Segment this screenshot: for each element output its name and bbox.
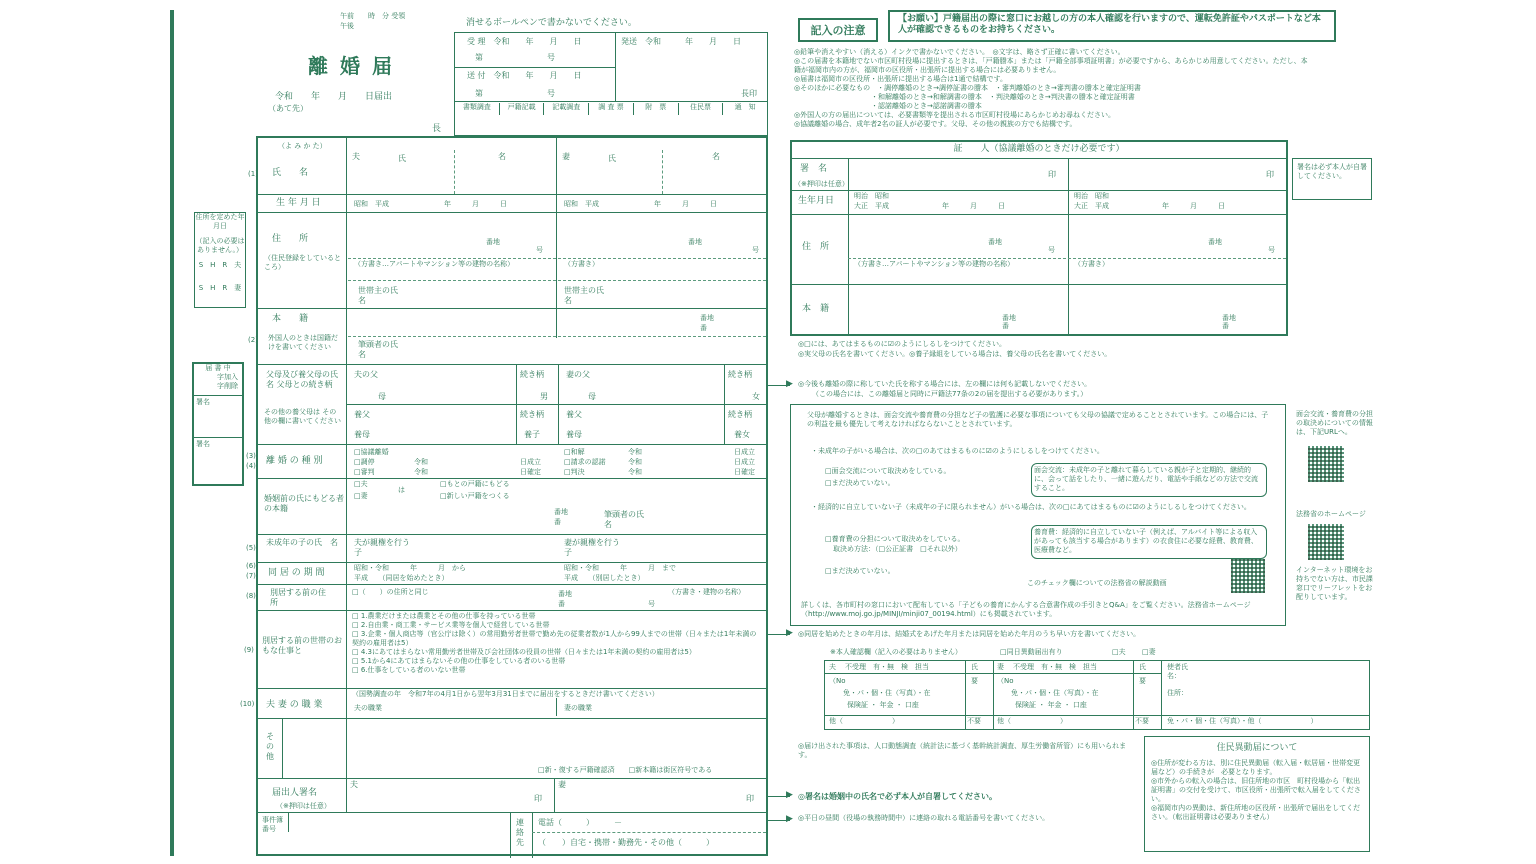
support-agreed-checkbox[interactable]: □養育費の分担について取決めをしている。 <box>825 535 965 543</box>
wife-name-input[interactable] <box>558 150 766 194</box>
other-label: そ の 他 <box>266 732 274 761</box>
resident-move-box: 住民異動届について ◎住所が変わる方は、別に住民異動届（転入届・転居届・世帯変更届など）の手続きが 必要となります。 ◎市外からの転入の場合は、旧住所地の市区 町村役場から「転出証明書」の交付を受けて、市区役所・出張所で転入届をしてください。 ◎福岡市内の異動は、新住所地の区役所・出張所で届出をしてください。（転出証明書は必要ありません） <box>1144 736 1370 852</box>
cohabit-label: 同 居 の 期 間 <box>268 568 325 578</box>
wife-father-label: 妻の父 <box>566 370 590 379</box>
main-form-table: （よ み か た） 氏 名 夫 氏 名 妻 氏 名 生 年 月 日 昭和 平成 年 月 日 昭和 平成 年 月 日 住 所 （住民登録をしているところ） 番地 号 番地 号 （方書き…アパートやマンション等の建物の名称） （方書き） 世帯主の氏名 世帯主の氏名 本 籍 外国人のときは国籍だけを書いてください 番地 番 筆頭者の氏名 父母及び養父母の氏名 父母との続き柄 その他の養父母は その他の欄に書いてください 夫の父 続き柄 妻の父 続き柄 母 男 母 女 養父 続き柄 養父 続き柄 養母 養子 養母 養女 離 婚 の 種 別 □協議離婚 □調停 □審判 令和 令和 日成立 日確定 □和解 □請求の認諾 □判決 令和 令和 令和 日成立 日成立 日確定 婚姻前の氏にもどる者の本籍 □夫 は □妻 □もとの戸籍にもどる □新しい戸籍をつくる 番地 番 筆頭者の氏名 未成年の子の氏 名 夫が親権を行う子 妻が親権を行う子 同 居 の 期 間 昭和・令和 年 月 から 平成 （同居を始めたとき） 昭和・令和 年 月 まで 平成 （別居したとき） 別居する前の住 所 □（ ）の住所と同じ 番地 番 号 （方書き・建物の名称） 別居する前の世帯のおもな仕事と □ 1.農業だけまたは農業とその他の仕事を持っている世帯 □ 2.自由業・商工業・サービス業等を個人で経営している世帯 □ 3.企業・個人商店等（官公庁は除く）の常用勤労者世帯で勤め先の従業者数が1人から99人までの世帯（日々または1年未満の契約の雇用者は5） □ 4.3にあてはまらない常用勤労者世帯及び会社団体の役員の世帯（日々または1年未満の契約の雇用者は5） □ 5.1から4にあてはまらないその他の仕事をしている者のいる世帯 □ 6.仕事をしている者のいない世帯 （国勢調査の年 令和7年の4月1日から翌年3月31日までに届出をするときだけ書いてください） 夫 妻 の 職 業 夫の職業 妻の職業 そ の 他 □新・復する戸籍確認済 □新本籍は街区符号である 届出人署名 （※押印は任意） 夫 印 妻 印 事件簿番号 連絡先 電話（ ） － （ ）自宅・携帯・勤務先・その他（ ） <box>256 136 768 856</box>
case-number-label: 事件簿番号 <box>262 816 283 833</box>
witness-honseki-label: 本 籍 <box>802 304 830 314</box>
parents-label: 父母及び養父母の氏名 父母との続き柄 <box>266 370 338 389</box>
type-nintei-checkbox[interactable]: □請求の認諾 <box>564 458 606 466</box>
address-date-box: 住所を定めた年月日 （記入の必要はありません。） S H R 夫 S H R 妻 <box>194 212 246 308</box>
identity-check-note: ※本人確認欄（記入の必要はありません） <box>830 648 962 656</box>
work-option-5[interactable]: □ 5.1から4にあてはまらないその他の仕事をしている者のいる世帯 <box>352 657 566 665</box>
row-num-8: (8) <box>246 592 256 600</box>
witness2-address-input[interactable] <box>1070 216 1284 256</box>
husband-birth-input[interactable]: 年 月 日 <box>444 200 507 208</box>
arrow-icon: ▶ <box>786 814 793 824</box>
type-hanketsu-checkbox[interactable]: □判決 <box>564 468 585 476</box>
type-kyogi-checkbox[interactable]: □協議離婚 <box>354 448 389 456</box>
accept-no: 第 号 <box>475 53 555 62</box>
husband-name-label: 夫 <box>352 152 360 161</box>
same-day-move-checkbox[interactable]: □同日異動届出有り <box>1000 648 1063 656</box>
resident-move-title: 住民異動届について <box>1216 743 1298 753</box>
head-of-family-label: 筆頭者の氏名 <box>358 340 398 359</box>
row-num-2: (2) <box>248 336 258 344</box>
form-title: 離婚届 <box>308 54 404 78</box>
type-shinpan-checkbox[interactable]: □審判 <box>354 468 375 476</box>
office-check-cells: 書類調査 戸籍記載 記載調査 調 査 票 附 票 住民票 通 知 <box>455 103 767 115</box>
row-num-5: (5) <box>246 544 256 552</box>
witness-address-label: 住 所 <box>802 242 830 252</box>
arrow-icon: ▶ <box>786 628 793 638</box>
qr-code-icon[interactable] <box>1308 446 1344 482</box>
other-checks[interactable]: □新・復する戸籍確認済 □新本籍は街区符号である <box>538 766 713 774</box>
phone-input[interactable]: 電話（ ） － <box>538 818 622 827</box>
seal-label: 長印 <box>741 89 757 98</box>
job-label: 夫 妻 の 職 業 <box>266 700 323 710</box>
sign-note: ◎署名は婚姻中の氏名で必ず本人が自署してください。 <box>798 792 997 801</box>
row-num-9: (9) <box>244 646 254 654</box>
separate-address-label: 別居する前の住 所 <box>270 588 334 607</box>
witness1-sign-input[interactable] <box>850 160 1066 190</box>
child-husband-custody[interactable]: 夫が親権を行う子 <box>354 538 410 557</box>
reading-label: （よ み か た） <box>278 142 327 150</box>
husband-householder-label: 世帯主の氏名 <box>358 286 398 305</box>
husband-father-label: 夫の父 <box>354 370 378 379</box>
cohabit-from-input[interactable]: 昭和・令和 年 月 から <box>354 564 466 572</box>
wife-job-input[interactable]: 妻の職業 <box>564 704 592 712</box>
arrow-icon: ▶ <box>786 379 793 389</box>
address-label: 住 所 <box>272 234 309 244</box>
honseki-label: 本 籍 <box>272 314 309 324</box>
work-option-3[interactable]: □ 3.企業・個人商店等（官公庁は除く）の常用勤労者世帯で勤め先の従業者数が1人から99人までの世帯（日々または1年未満の契約の雇用者は5） <box>352 630 757 647</box>
witness-table: 証 人（協議離婚のときだけ必要です） 署 名 （※押印は任意） 印 印 生年月日 明治 昭和 大正 平成 年 月 日 明治 昭和 大正 平成 年 月 日 住 所 番地 号 番地 号 （方書き…アパートやマンション等の建物の名称） （方書き） 本 籍 番地 番 番地 番 <box>790 140 1288 336</box>
cohabit-to-input[interactable]: 昭和・令和 年 月 まで <box>564 564 676 572</box>
video-link[interactable]: このチェック欄についての法務省の解説動画 <box>1027 579 1167 587</box>
child-wife-custody[interactable]: 妻が親権を行う子 <box>564 538 620 557</box>
wife-householder-label: 世帯主の氏名 <box>564 286 604 305</box>
witness-title: 証 人（協議離婚のときだけ必要です） <box>953 144 1125 154</box>
visitation-agreed-checkbox[interactable]: □面会交流について取決めをしている。 <box>825 467 951 475</box>
send-label: 送 付 令和 年 月 日 <box>467 71 582 80</box>
separate-same-checkbox[interactable]: □（ ）の住所と同じ <box>352 588 429 596</box>
children-label: 未成年の子の氏 名 <box>266 538 338 547</box>
send-no: 第 号 <box>475 89 555 98</box>
parents-note: ◎実父母の氏名を書いてください。◎養子縁組をしている場合は、養父母の氏名を書いてください。 <box>798 350 1112 358</box>
witness2-sign-input[interactable] <box>1070 160 1284 190</box>
work-options <box>352 612 762 675</box>
row-num-4: (4) <box>246 462 256 470</box>
work-option-4[interactable]: □ 4.3にあてはまらない常用勤労者世帯及び会社団体の役員の世帯（日々または1年未満の契約の雇用者は5） <box>352 648 696 656</box>
contact-label: 連絡先 <box>516 818 524 847</box>
dispatch-label: 発送 令和 年 月 日 <box>621 37 741 46</box>
husband-name-input[interactable] <box>348 150 554 194</box>
witness1-honseki-input[interactable] <box>850 286 1066 332</box>
id-request-notice: 【お願い】戸籍届出の際に窓口にお越しの方の本人確認を行いますので、運転免許証やパスポートなど本人が確認できるものをお持ちください。 <box>888 10 1336 42</box>
wife-birth-input[interactable]: 年 月 日 <box>654 200 717 208</box>
work-option-2[interactable]: □ 2.自由業・商工業・サービス業等を個人で経営している世帯 <box>352 621 550 629</box>
witness-birth-label: 生年月日 <box>798 196 835 206</box>
divorce-type-label: 離 婚 の 種 別 <box>266 456 323 466</box>
witness1-birth-input[interactable]: 年 月 日 <box>942 202 1005 210</box>
husband-address-input[interactable] <box>348 214 554 258</box>
witness2-birth-input[interactable]: 年 月 日 <box>1162 202 1225 210</box>
accept-label: 受 理 令和 年 月 日 <box>467 37 582 46</box>
row-num-3: (3) <box>246 452 256 460</box>
honseki-input[interactable] <box>348 310 766 334</box>
pen-notice: 消せるボールペンで書かないでください。 <box>466 18 637 28</box>
work-option-1[interactable]: □ 1.農業だけまたは農業とその他の仕事を持っている世帯 <box>352 612 536 620</box>
witness1-address-input[interactable] <box>850 216 1066 256</box>
name-label: 氏 名 <box>272 168 309 178</box>
birth-label: 生 年 月 日 <box>276 198 321 208</box>
witness-sign-label: 署 名 <box>800 164 828 174</box>
submission-date[interactable]: 令和 年 月 日届出 <box>275 92 393 102</box>
row-num-10: (10) <box>240 700 255 708</box>
check-note: ◎□には、あてはまるものに☑のようにしるしをつけてください。 <box>798 340 1006 348</box>
notes-title: 記入の注意 <box>798 18 878 42</box>
identity-check-table: 夫 不受理 有・無 検 担当 氏 （No 免・パ・個・住（写真）・在 保険証 ・ 年金 ・ 口座 他（ ） 要 不要 妻 不受理 有・無 検 担当 氏 （No 免・パ・個・住（写真）・在 保険証 ・ 年金 ・ 口座 他（ ） 要 不要 使者氏名： 住所： 免・パ・個・住（写真）・他（ ） <box>824 660 1370 730</box>
side-note-url: 面会交流・養育費の分担の取決めについての情報は、下記URLへ。 <box>1296 410 1373 436</box>
row-num-1: (1) <box>248 170 258 178</box>
child-agreement-box: 父母が離婚するときは、面会交流や養育費の分担など子の監護に必要な事項についても父母の協議で定めることとされています。この場合には、子の利益を最も優先して考えなければならないこととされています。 ・未成年の子がいる場合は、次の□のあてはまるものに☑のようにしるしをつけてください。 □面会交流について取決めをしている。 □まだ決めていない。 面会交流：未成年の子と離れて暮らしている親が子と定期的、継続的に、会って話をしたり、一緒に遊んだり、電話や手紙などの方法で交流すること。 ・経済的に自立していない子（未成年の子に限られません）がいる場合は、次の□にあてはまるものに☑のようにしるしをつけてください。 □養育費の分担について取決めをしている。 取決め方法：（□公正証書 □それ以外） □まだ決めていない。 養育費：経済的に自立していない子（例えば、アルバイト等による収入があっても該当する場合があります）の衣食住に必要な経費、教育費、医療費など。 このチェック欄についての法務省の解説動画 詳しくは、各市町村の窓口において配布している「子どもの養育にかんする合意書作成の手引きとQ&A」をご覧ください。法務省ホームページ（http://www.moj.go.jp/MINJI/minji07_00194.html）にも掲載されています。 <box>790 404 1286 626</box>
qr-code-icon[interactable] <box>1231 559 1265 593</box>
return-new-checkbox[interactable]: □新しい戸籍をつくる <box>440 492 510 500</box>
signer-label: 届出人署名 <box>272 788 318 798</box>
recipient-label: （あて先） <box>268 104 308 113</box>
surname-note: ◎今後も離婚の際に称していた氏を称する場合には、左の欄には何も記載しないでください。 <box>798 380 1092 388</box>
type-chotei-checkbox[interactable]: □調停 <box>354 458 375 466</box>
return-surname-label: 婚姻前の氏にもどる者の本籍 <box>264 494 344 513</box>
reception-time: 午前 時 分 受領 <box>340 12 406 20</box>
support-undecided-checkbox[interactable]: □まだ決めていない。 <box>825 567 895 575</box>
correction-box: 届 書 中 字加入 字削除 署名 署名 <box>192 362 244 486</box>
reception-time-pm: 午後 <box>340 22 354 30</box>
left-border-bar <box>170 10 174 856</box>
wife-name-label: 妻 <box>562 152 570 161</box>
return-wife-checkbox[interactable]: □妻 <box>354 492 368 500</box>
chief-label: 長 <box>432 124 442 134</box>
divorce-form-page: 午前 時 分 受領 午後 消せるボールペンで書かないでください。 離婚届 令和 年 月 日届出 （あて先） 長 受 理 令和 年 月 日 第 号 送 付 令和 年 月 日 第 号 発送 令和 年 月 日 長印 書類調査 戸籍記載 記載調査 調 査 票 附 票 住民票 通 知 住所を定めた年月日 （記入の必要はありません。） S H R 夫 S H R 妻 届 書 中 字加入 字削除 署名 署名 (1) (2) (3) (4) (5) (6) (7) (8) (9) (10) （よ み か た） 氏 名 夫 氏 名 妻 氏 名 生 年 月 日 昭和 平成 年 月 日 昭和 平成 年 月 日 住 所 （住民登録をしているところ） 番地 号 番地 号 （方書き…アパートやマンション等の建物の名称） （方書き） 世帯主の氏名 世帯主の氏名 本 籍 外国人のときは国籍だけを書いてください 番地 番 筆頭者の氏名 父母及び養父母の氏名 父母との続き柄 その他の養父母は その他の欄に書いてください 夫の父 続き柄 妻の父 続き柄 母 男 母 女 養父 続き柄 養父 続き柄 養母 養子 養母 養女 離 婚 の 種 別 □協議離婚 □調停 □審判 令和 令和 日成立 日確定 □和解 □請求の認諾 □判決 令和 令和 令和 日成立 日成立 日確定 婚姻前の氏にもどる者の本籍 □夫 は □妻 □もとの戸籍にもどる □新しい戸籍をつくる 番地 番 筆頭者の氏名 未成年の子の氏 名 夫が親権を行う子 妻が親権を行う子 同 居 の 期 間 昭和・令和 年 月 から 平成 （同居を始めたとき） 昭和・令和 年 月 まで 平成 （別居したとき） 別居する前の住 所 □（ ）の住所と同じ 番地 番 号 （方書き・建物の名称） 別居する前の世帯のおもな仕事と □ 1.農業だけまたは農業とその他の仕事を持っている世帯 □ 2.自由業・商工業・サービス業等を個人で経営している世帯 □ 3.企業・個人商店等（官公庁は除く）の常用勤労者世帯で勤め先の従業者数が1人から99人までの世帯（日々または1年未満の契約の雇用者は5） □ 4.3にあてはまらない常用勤労者世帯及び会社団体の役員の世帯（日々または1年未満の契約の雇用者は5） □ 5.1から4にあてはまらないその他の仕事をしている者のいる世帯 □ 6.仕事をしている者のいない世帯 （国勢調査の年 令和7年の4月1日から翌年3月31日までに届出をするときだけ書いてください） 夫 妻 の 職 業 夫の職業 妻の職業 そ の 他 □新・復する戸籍確認済 □新本籍は街区符号である 届出人署名 （※押印は任意） 夫 印 妻 印 事件簿番号 連絡先 電話（ ） － （ ）自宅・携帯・勤務先・その他（ ） 記入の注意 【お願い】戸籍届出の際に窓口にお越しの方の本人確認を行いますので、運転免許証やパスポートなど本人が確認できるものをお持ちください。 ◎鉛筆や消えやすい（消える）インクで書かないでください。 ◎文字は、略さず正確に書いてください。 ◎この届書を本籍地でない市区町村役場に提出するときは、「戸籍謄本」または「戸籍全部事項証明書」が必要ですから、あらかじめ用意してください。ただし、本籍が福岡市内の方が、福岡市の区役所・出張所に提出する場合には必要ありません。 ◎届書は福岡市の区役所・出張所に提出する場合は1通で結構です。 ◎そのほかに必要なもの ・調停離婚のとき→調停証書の謄本 ・審判離婚のとき→審判書の謄本と確定証明書 ・和解離婚のとき→和解調書の謄本 ・判決離婚のとき→判決書の謄本と確定証明書 ・認諾離婚のとき→認諾調書の謄本 ◎外国人の方の届出については、必要書類等を提出される市区町村役場にあらかじめお尋ねください。 ◎協議離婚の場合、成年者2名の証人が必要です。父母、その他の親族の方でも結構です。 証 人（協議離婚のときだけ必要です） 署 名 （※押印は任意） 印 印 生年月日 明治 昭和 大正 平成 年 月 日 明治 昭和 大正 平成 年 月 日 住 所 番地 号 番地 号 （方書き…アパートやマンション等の建物の名称） （方書き） 本 籍 番地 番 番地 番 署名は必ず本人が自署してください。 ◎□には、あてはまるものに☑のようにしるしをつけてください。 ◎実父母の氏名を書いてください。◎養子縁組をしている場合は、養父母の氏名を書いてください。 ◎今後も離婚の際に称していた氏を称する場合には、左の欄には何も記載しないでください。 （この場合には、この離婚届と同時に戸籍法77条の2の届を提出する必要があります。） ▶ ▶ ▶ ▶ 父母が離婚するときは、面会交流や養育費の分担など子の監護に必要な事項についても父母の協議で定めることとされています。この場合には、子の利益を最も優先して考えなければならないこととされています。 ・未成年の子がいる場合は、次の□のあてはまるものに☑のようにしるしをつけてください。 □面会交流について取決めをしている。 □まだ決めていない。 面会交流：未成年の子と離れて暮らしている親が子と定期的、継続的に、会って話をしたり、一緒に遊んだり、電話や手紙などの方法で交流すること。 ・経済的に自立していない子（未成年の子に限られません）がいる場合は、次の□にあてはまるものに☑のようにしるしをつけてください。 □養育費の分担について取決めをしている。 取決め方法：（□公正証書 □それ以外） □まだ決めていない。 養育費：経済的に自立していない子（例えば、アルバイト等による収入があっても該当する場合があります）の衣食住に必要な経費、教育費、医療費など。 このチェック欄についての法務省の解説動画 詳しくは、各市町村の窓口において配布している「子どもの養育にかんする合意書作成の手引きとQ&A」をご覧ください。法務省ホームページ（http://www.moj.go.jp/MINJI/minji07_00194.html）にも掲載されています。 面会交流・養育費の分担の取決めについての情報は、下記URLへ。 法務省のホームページ インターネット環境をお持ちでない方は、市民課窓口でリーフレットをお配りしています。 ◎同居を始めたときの年月は、結婚式をあげた年月または同居を始めた年月のうち早い方を書いてください。 ※本人確認欄（記入の必要はありません） □同日異動届出有り □夫 □妻 夫 不受理 有・無 検 担当 氏 （No 免・パ・個・住（写真）・在 保険証 ・ 年金 ・ 口座 他（ ） 要 不要 妻 不受理 有・無 検 担当 氏 （No 免・パ・個・住（写真）・在 保険証 ・ 年金 ・ 口座 他（ ） 要 不要 使者氏名： 住所： 免・パ・個・住（写真）・他（ ） ◎届け出された事項は、人口動態調査（統計法に基づく基幹統計調査、厚生労働省所管）にも用いられます。 ◎署名は婚姻中の氏名で必ず本人が自署してください。 ◎平日の昼間（役場の執務時間中）に連絡の取れる電話番号を書いてください。 住民異動届について ◎住所が変わる方は、別に住民異動届（転入届・転居届・世帯変更届など）の手続きが 必要となります。 ◎市外からの転入の場合は、旧住所地の市区 町村役場から「転出証明書」の交付を受けて、市区役所・出張所で転入届をしてください。 ◎福岡市内の異動は、新住所地の区役所・出張所で届出をしてください。（転出証明書は必要ありません） <box>0 0 1536 864</box>
work-label: 別居する前の世帯のおもな仕事と <box>262 636 342 655</box>
arrow-icon: ▶ <box>786 790 793 800</box>
row-num-6: (6) <box>246 562 256 570</box>
survey-note: ◎届け出された事項は、人口動態調査（統計法に基づく基幹統計調査、厚生労働省所管）にも用いられます。 <box>798 742 1127 759</box>
witness-sign-side-note: 署名は必ず本人が自署してください。 <box>1292 158 1372 200</box>
support-method-checkbox[interactable]: 取決め方法：（□公正証書 □それ以外） <box>833 545 962 553</box>
side-note-moj: 法務省のホームページ <box>1296 510 1366 518</box>
messenger-address-label: 住所： <box>1167 689 1188 697</box>
husband-job-input[interactable]: 夫の職業 <box>354 704 382 712</box>
phone-note: ◎平日の昼間（役場の執務時間中）に連絡の取れる電話番号を書いてください。 <box>798 814 1050 822</box>
type-wakai-checkbox[interactable]: □和解 <box>564 448 585 456</box>
wife-signature-input[interactable] <box>556 780 764 810</box>
wife-address-input[interactable] <box>558 214 766 258</box>
phone-type-select[interactable]: （ ）自宅・携帯・勤務先・その他（ ） <box>538 838 714 847</box>
witness2-honseki-input[interactable] <box>1070 286 1284 332</box>
visitation-undecided-checkbox[interactable]: □まだ決めていない。 <box>825 479 895 487</box>
row-num-7: (7) <box>246 572 256 580</box>
office-use-table <box>454 32 768 136</box>
work-option-6[interactable]: □ 6.仕事をしている者のいない世帯 <box>352 666 466 674</box>
return-original-checkbox[interactable]: □もとの戸籍にもどる <box>440 480 510 488</box>
husband-signature-input[interactable] <box>348 780 552 810</box>
qr-code-icon[interactable] <box>1308 524 1344 560</box>
messenger-name-label: 使者氏名： <box>1167 663 1188 680</box>
other-input[interactable] <box>284 720 764 760</box>
side-note-offline: インターネット環境をお持ちでない方は、市民課窓口でリーフレットをお配りしています。 <box>1296 566 1373 601</box>
notes-list: ◎鉛筆や消えやすい（消える）インクで書かないでください。 ◎文字は、略さず正確に書いてください。 ◎この届書を本籍地でない市区町村役場に提出するときは、「戸籍謄本」または「戸籍全部事項証明書」が必要ですから、あらかじめ用意してください。ただし、本籍が福岡市内の方が、福岡市の区役所・出張所に提出する場合には必要ありません。 ◎届書は福岡市の区役所・出張所に提出する場合は1通で結構です。 ◎そのほかに必要なもの ・調停離婚のとき→調停証書の謄本 ・審判離婚のとき→審判書の謄本と確定証明書 ・和解離婚のとき→和解調書の謄本 ・判決離婚のとき→判決書の謄本と確定証明書 ・認諾離婚のとき→認諾調書の謄本 ◎外国人の方の届出については、必要書類等を提出される市区町村役場にあらかじめお尋ねください。 ◎協議離婚の場合、成年者2名の証人が必要です。父母、その他の親族の方でも結構です。 <box>794 48 1308 128</box>
return-husband-checkbox[interactable]: □夫 <box>354 480 368 488</box>
cohabit-note: ◎同居を始めたときの年月は、結婚式をあげた年月または同居を始めた年月のうち早い方を書いてください。 <box>798 630 1141 638</box>
